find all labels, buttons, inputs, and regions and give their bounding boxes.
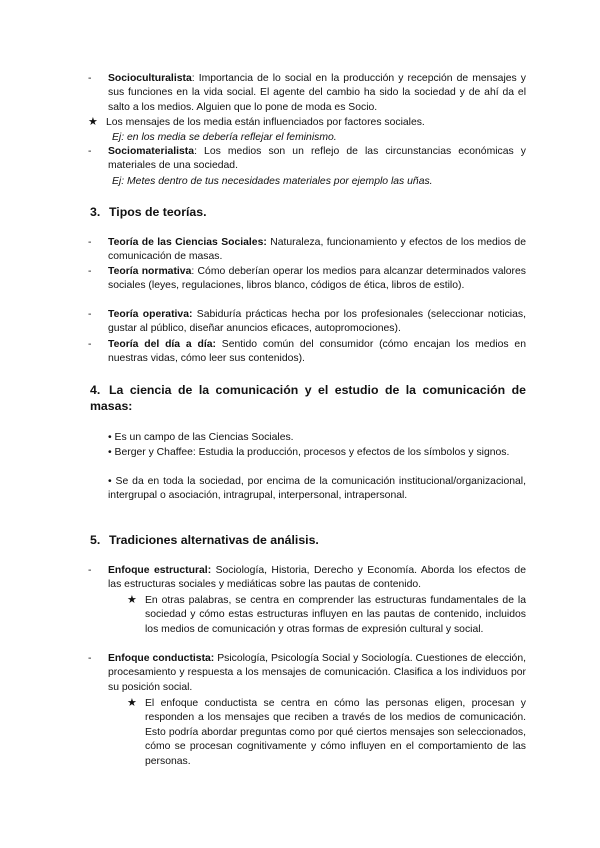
definition: Sabiduría prácticas hecha por los profesionales (seleccionar noticias, gustar al público, diseñar anuncios eficaces, autopromociones). [108, 309, 526, 335]
list-bullet: - [88, 266, 92, 277]
list-bullet: - [88, 565, 92, 576]
star-icon: ★ [88, 116, 98, 128]
list-item-teoria-dia-a-dia [108, 338, 526, 367]
paragraph: • Es un campo de las Ciencias Sociales. [108, 432, 294, 443]
list-item-socioculturalista: Socioculturalista: Importancia de lo social en la producción y recepción de mensajes y sus funciones en la vida social. El agente del cambio ha sido la sociedad y de ahí da el salto a los medios. Alguien que lo pone de moda es Socio. [108, 73, 526, 113]
section-title: La ciencia de la comunicación y el estudio de la comunicación de masas: [90, 383, 526, 413]
example-text: Ej: en los media se debería reflejar el feminismo. [112, 132, 337, 143]
list-item-conductista-detail: El enfoque conductista se centra en cómo las personas eligen, procesan y responden a los mensajes que reciben a través de los medios de comunicación. Esto podría abordar preguntas como por qué ciertos mensajes son seleccionados, cómo se procesan cognitivamente y cómo influyen en el comportamiento de las personas. [145, 698, 526, 767]
list-item-teoria-normativa [108, 265, 526, 294]
term: Teoría operativa: [108, 309, 193, 320]
definition: Psicología, Psicología Social y Sociología. Cuestiones de elección, procesamiento y respuesta a los mensajes de comunicación. Clasifica a los individuos por su posición social. [108, 653, 526, 693]
star-icon: ★ [127, 594, 137, 606]
list-item-note: Los mensajes de los media están influenciados por factores sociales. [106, 117, 425, 128]
term: Sociomaterialista [108, 146, 195, 157]
list-bullet: - [88, 339, 92, 350]
term: Teoría de las Ciencias Sociales: [108, 237, 267, 248]
term: Teoría del día a día: [108, 339, 216, 350]
section-number: 4. [90, 383, 101, 397]
section-heading-3 [90, 204, 526, 220]
list-item-enfoque-estructural [108, 564, 526, 593]
definition: Los medios son un reflejo de las circunstancias económicas y materiales de una sociedad. [108, 146, 526, 172]
definition: Sociología, Historia, Derecho y Economía. Aborda los efectos de las estructuras sociales y mediáticas sobre las pautas de contenido. [108, 565, 526, 591]
section-title: Tipos de teorías. [109, 205, 207, 219]
list-bullet: - [88, 653, 92, 664]
section-title: Tradiciones alternativas de análisis. [109, 533, 319, 547]
paragraph: • Se da en toda la sociedad, por encima de la comunicación institucional/organizacional, intergrupal o asociación, intragrupal, interpersonal, intrapersonal. [108, 476, 526, 502]
star-icon: ★ [127, 697, 137, 709]
list-item-estructural-detail: En otras palabras, se centra en comprender las estructuras fundamentales de la sociedad y cómo estas estructuras influyen en las pautas de contenido, incluidos los medios de comunicación y otras formas de expresión cultural y social. [145, 595, 526, 635]
list-bullet: - [88, 73, 92, 84]
list-item-teoria-operativa [108, 308, 526, 337]
term: Enfoque conductista: [108, 653, 215, 664]
term: Teoría normativa [108, 266, 192, 277]
list-bullet: - [88, 309, 92, 320]
definition: Naturaleza, funcionamiento y efectos de los medios de comunicación de masas. [108, 237, 526, 263]
list-item-sociomaterialista: Sociomaterialista: Los medios son un reflejo de las circunstancias económicas y materiales de una sociedad. [108, 146, 526, 172]
example-text: Ej: Metes dentro de tus necesidades materiales por ejemplo las uñas. [112, 176, 433, 187]
section-number: 5. [90, 533, 101, 547]
section-number: 3. [90, 205, 101, 219]
list-bullet: - [88, 146, 92, 157]
list-item-teoria-ciencias-sociales [108, 236, 526, 265]
definition: : Cómo deberían operar los medios para alcanzar determinados valores sociales (leyes, regulaciones, libros blanco, códigos de ética, libros de estilo). [108, 266, 526, 292]
list-bullet: - [88, 237, 92, 248]
list-item-enfoque-conductista [108, 652, 526, 695]
definition: Sentido común del consumidor (cómo encajan los medios en nuestras vidas, cómo leer sus contenidos). [108, 339, 526, 365]
definition: Importancia de lo social en la producción y recepción de mensajes y sus funciones en la vida social. El agente del cambio ha sido la sociedad y de ahí da el salto a los medios. Alguien que lo pone de moda es Socio. [108, 73, 526, 113]
term: Socioculturalista [108, 73, 192, 84]
section-heading-4 [90, 382, 526, 414]
section-heading-5 [90, 532, 526, 548]
term: Enfoque estructural: [108, 565, 212, 576]
paragraph: • Berger y Chaffee: Estudia la producción, procesos y efectos de los símbolos y signos. [108, 447, 510, 458]
